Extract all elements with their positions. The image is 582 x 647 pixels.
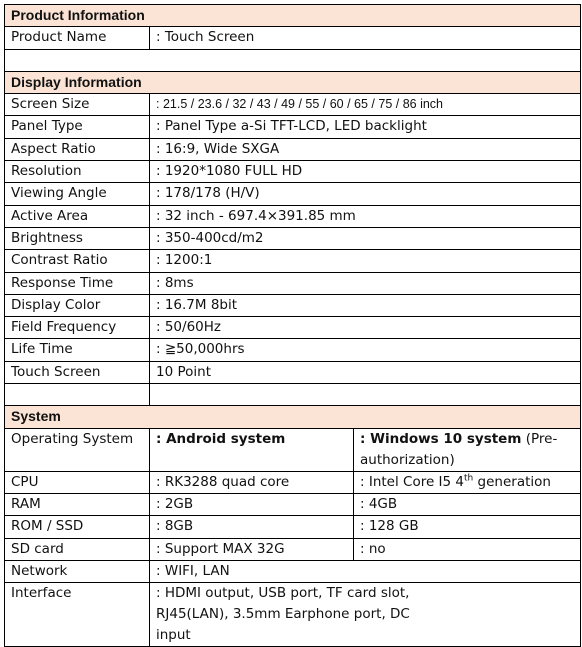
spec-value: : Touch Screen	[150, 27, 581, 49]
spec-label: Panel Type	[5, 116, 150, 138]
spec-label: Interface	[5, 583, 150, 647]
spec-label: CPU	[5, 471, 150, 493]
spec-value: : 32 inch - 697.4×391.85 mm	[150, 205, 581, 227]
spec-row	[5, 272, 581, 294]
windows-value: : 4GB	[354, 493, 581, 515]
spec-label: Network	[5, 560, 150, 582]
spec-row	[5, 361, 581, 383]
spec-row	[5, 516, 581, 538]
spec-value: : HDMI output, USB port, TF card slot, RJ45(LAN), 3.5mm Earphone port, DC input	[150, 583, 581, 647]
spec-row	[5, 116, 581, 138]
android-os-value: : Android system	[150, 428, 354, 471]
spec-row-operating-system	[5, 428, 581, 471]
cpu-superscript: th	[464, 473, 474, 484]
blank-row	[5, 49, 581, 71]
windows-value: : no	[354, 538, 581, 560]
windows-os-note: (Pre-authorization)	[360, 430, 558, 468]
spec-value: : Panel Type a-Si TFT-LCD, LED backlight	[150, 116, 581, 138]
spec-value: : 16.7M 8bit	[150, 294, 581, 316]
spec-label: Field Frequency	[5, 317, 150, 339]
android-value: : 2GB	[150, 493, 354, 515]
spec-label: Screen Size	[5, 94, 150, 116]
blank-cell	[150, 384, 581, 406]
spec-label: ROM / SSD	[5, 516, 150, 538]
spec-row	[5, 227, 581, 249]
windows-os-name: : Windows 10 system	[360, 430, 522, 447]
spec-value: : 50/60Hz	[150, 317, 581, 339]
spec-label: SD card	[5, 538, 150, 560]
spec-value: 10 Point	[150, 361, 581, 383]
spec-value: : 21.5 / 23.6 / 32 / 43 / 49 / 55 / 60 / 65 / 75 / 86 inch	[150, 94, 581, 116]
spec-label: Active Area	[5, 205, 150, 227]
spec-value: : 350-400cd/m2	[150, 227, 581, 249]
spec-label: Viewing Angle	[5, 183, 150, 205]
spec-label: Response Time	[5, 272, 150, 294]
section-title: Product Information	[5, 5, 581, 27]
section-header-system	[5, 406, 581, 428]
spec-label: Touch Screen	[5, 361, 150, 383]
spec-row	[5, 94, 581, 116]
section-header-display	[5, 71, 581, 93]
spec-row	[5, 205, 581, 227]
android-value: : RK3288 quad core	[150, 471, 354, 493]
spec-row	[5, 339, 581, 361]
spec-label: Aspect Ratio	[5, 138, 150, 160]
section-title: Display Information	[5, 71, 581, 93]
spec-row-cpu	[5, 471, 581, 493]
spec-label: RAM	[5, 493, 150, 515]
spec-row	[5, 27, 581, 49]
spec-label: Brightness	[5, 227, 150, 249]
windows-value	[354, 471, 581, 493]
spec-row	[5, 317, 581, 339]
spec-value: : 1200:1	[150, 250, 581, 272]
spec-label: Operating System	[5, 428, 150, 471]
spec-row	[5, 493, 581, 515]
spec-table	[4, 4, 581, 647]
section-header-product	[5, 5, 581, 27]
spec-label: Contrast Ratio	[5, 250, 150, 272]
spec-label: Life Time	[5, 339, 150, 361]
android-value: : Support MAX 32G	[150, 538, 354, 560]
spec-row	[5, 560, 581, 582]
spec-value: : 16:9, Wide SXGA	[150, 138, 581, 160]
spec-value: : 178/178 (H/V)	[150, 183, 581, 205]
spec-value: : ≧50,000hrs	[150, 339, 581, 361]
spec-row-interface	[5, 583, 581, 647]
blank-cell	[5, 384, 150, 406]
spec-label: Resolution	[5, 161, 150, 183]
windows-os-value	[354, 428, 581, 471]
blank-cell	[5, 49, 581, 71]
spec-row	[5, 138, 581, 160]
cpu-text-post: generation	[473, 473, 551, 490]
spec-value: : 8ms	[150, 272, 581, 294]
spec-label: Product Name	[5, 27, 150, 49]
spec-value: : WIFI, LAN	[150, 560, 581, 582]
spec-row	[5, 183, 581, 205]
android-value: : 8GB	[150, 516, 354, 538]
section-title: System	[5, 406, 581, 428]
spec-row	[5, 538, 581, 560]
spec-label: Display Color	[5, 294, 150, 316]
spec-row	[5, 294, 581, 316]
spec-row	[5, 161, 581, 183]
blank-row	[5, 384, 581, 406]
windows-value: : 128 GB	[354, 516, 581, 538]
spec-value: : 1920*1080 FULL HD	[150, 161, 581, 183]
spec-row	[5, 250, 581, 272]
cpu-text-pre: : Intel Core I5 4	[360, 473, 465, 490]
